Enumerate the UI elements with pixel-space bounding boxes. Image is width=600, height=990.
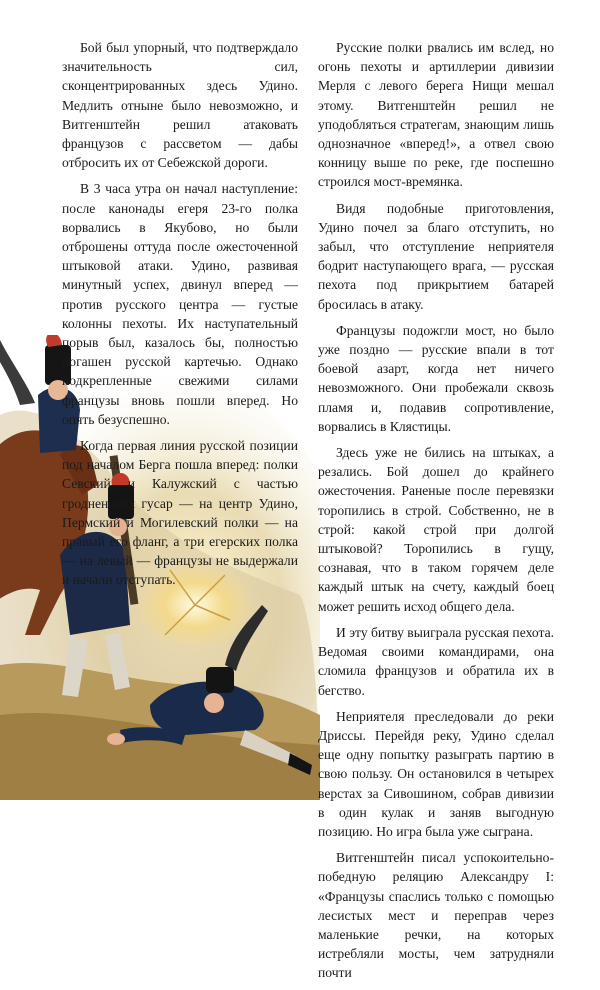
paragraph: Когда первая линия русской позиции под началом Берга пошла вперед: полки Севский и Калужский с частью гродненских гусар — на центр Удино, Пермский и Могилевский полки — на правый его фланг, а три егерских полка — на левый — французы не выдержали и начали отступать. [62,438,298,588]
paragraph: Бой был упорный, что подтверждало значительность сил, сконцентрированных здесь Удино. Медлить отныне было невозможно, и Витгенштейн решил атаковать французов с рассветом — дабы отбросить их от Себежской дороги. [62,40,298,171]
paragraph: Русские полки рвались им вслед, но огонь пехоты и артиллерии дивизии Мерля с левого берега Нищи мешал этому. Витгенштейн решил не уподобляться стратегам, знающим лишь однозначное «вперед!», а отвел свою конницу выше по реке, где поспешно строился мост-времянка. [318,40,554,190]
paragraph: Французы подожгли мост, но было уже поздно — русские впали в тот боевой азарт, когда нет ничего невозможного. Они пробежали сквозь пламя и, подавив сопротивление, ворвались в Клястицы. [318,322,554,434]
paragraph: Витгенштейн писал успокоительно-победную реляцию Александру I: «Французы спаслись только с помощью лесистых мест и переправ через маленькие речки, на которых истребляли мосты, чем затрудняли почти [318,850,554,981]
paragraph: И эту битву выиграла русская пехота. Ведомая своими командирами, она сломила французов и обратила их в бегство. [318,624,554,698]
text-column-right [318,38,554,990]
paragraph: Здесь уже не бились на штыках, а резались. Бой дошел до крайнего ожесточения. Раненые после перевязки торопились в строй. Собственно, не в строй: какой строй при долгой штыковой? Торопились в гущу, сознавая, что в таком горячем деле каждый штык на счету, каждый боец может решить исход общего дела. [318,445,554,614]
paragraph: В 3 часа утра он начал наступление: после канонады егеря 23-го полка ворвались в Якубово, но были отброшены оттуда после ожесточенной штыковой атаки. Удино, развивая минутный успех, двинул вперед — против русского центра — густые колонны пехоты. Их наступательный порыв был, казалось бы, полностью погашен русской картечью. Однако подкрепленные свежими силами французы вновь пошли вперед. Но опять безуспешно. [62,181,298,427]
paragraph: Видя подобные приготовления, Удино почел за благо отступить, но забыл, что отступление неприятеля бодрит наступающего врага, — русская пехота под прикрытием батарей бросилась в атаку. [318,200,554,312]
paragraph: Неприятеля преследовали до реки Дриссы. Перейдя реку, Удино сделал еще одну попытку разыграть партию в свою пользу. Он остановился в четырех верстах за Сивошином, собрав дивизии в один кулак и заняв выгодную позицию. Но игра была уже сыграна. [318,708,554,839]
text-column-left [62,38,298,597]
